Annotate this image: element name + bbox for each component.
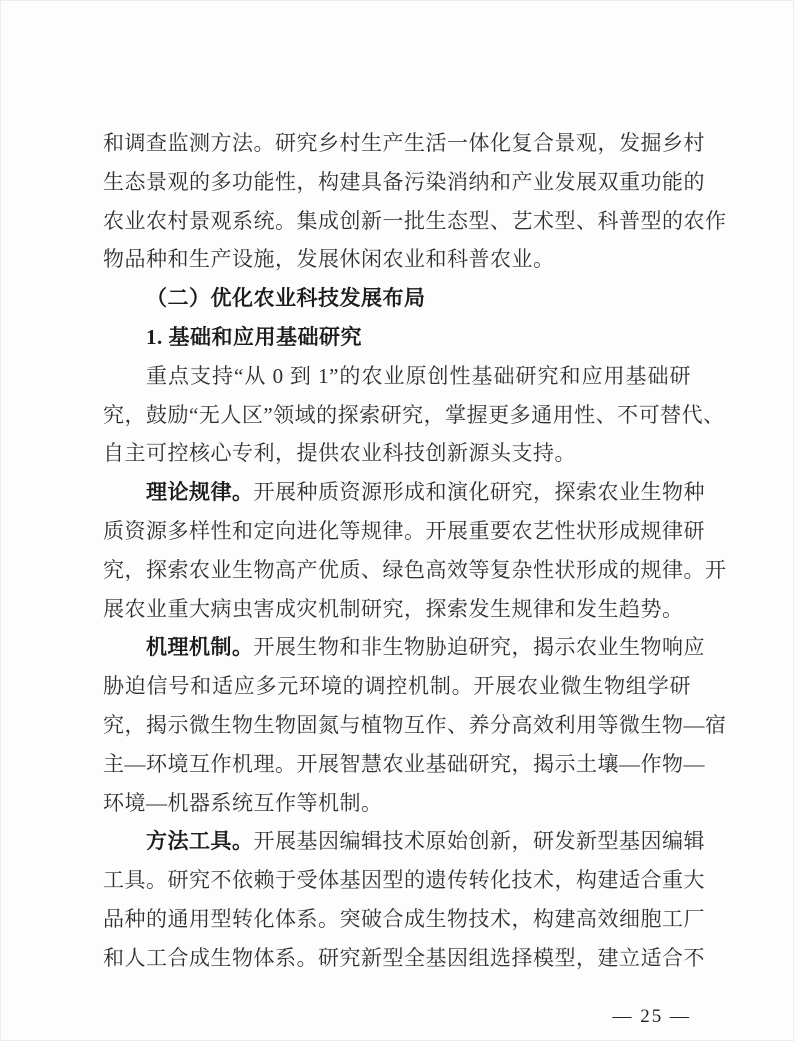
paragraph-line [103, 512, 705, 551]
line-text: 品种的通用型转化体系。突破合成生物技术，构建高效细胞工厂 [103, 906, 705, 931]
paragraph-line [103, 590, 691, 629]
paragraph-line [103, 822, 705, 861]
line-text: 1. 基础和应用基础研究 [146, 324, 362, 349]
paragraph-line [103, 706, 727, 745]
line-text: 开展种质资源形成和演化研究，探索农业生物种 [253, 480, 705, 505]
paragraph-line [103, 861, 705, 900]
line-text: 展农业重大病虫害成灾机制研究，探索发生规律和发生趋势。 [103, 596, 684, 621]
heading-line [103, 318, 691, 357]
paragraph-line [103, 667, 691, 706]
line-text: 生态景观的多功能性，构建具备污染消纳和产业发展双重功能的 [103, 169, 705, 194]
paragraph-line [103, 473, 705, 512]
heading-line [103, 279, 691, 318]
bold-lead: 理论规律。 [146, 480, 254, 505]
paragraph-line [103, 900, 705, 939]
paragraph-line [103, 396, 725, 435]
line-text: 究，鼓励“无人区”领域的探索研究，掌握更多通用性、不可替代、 [103, 402, 725, 427]
paragraph-line [103, 163, 705, 202]
page-number: — 25 — [612, 1006, 691, 1027]
line-text: 质资源多样性和定向进化等规律。开展重要农艺性状形成规律研 [103, 518, 705, 543]
line-text: 究，揭示微生物生物固氮与植物互作、养分高效利用等微生物—宿 [103, 712, 727, 737]
bold-lead: 方法工具。 [146, 829, 254, 854]
paragraph-line [103, 551, 727, 590]
line-text: 胁迫信号和适应多元环境的调控机制。开展农业微生物组学研 [103, 674, 691, 699]
paragraph-line [103, 240, 691, 279]
paragraph-line [103, 939, 705, 978]
line-text: （二）优化农业科技发展布局 [146, 286, 426, 311]
line-text: 究，探索农业生物高产优质、绿色高效等复杂性状形成的规律。开 [103, 557, 727, 582]
paragraph-line [103, 124, 705, 163]
line-text: 自主可控核心专利，提供农业科技创新源头支持。 [103, 441, 576, 466]
paragraph-line [103, 202, 727, 241]
document-body [103, 124, 727, 978]
line-text: 物品种和生产设施，发展休闲农业和科普农业。 [103, 247, 555, 272]
line-text: 开展基因编辑技术原始创新，研发新型基因编辑 [253, 829, 705, 854]
line-text: 和调查监测方法。研究乡村生产生活一体化复合景观，发掘乡村 [103, 131, 705, 155]
line-text: 主—环境互作机理。开展智慧农业基础研究，揭示土壤—作物— [103, 751, 705, 776]
line-text: 开展生物和非生物胁迫研究，揭示农业生物响应 [253, 635, 705, 660]
bold-lead: 机理机制。 [146, 635, 254, 660]
paragraph-line [103, 357, 691, 396]
line-text: 环境—机器系统互作等机制。 [103, 790, 383, 815]
paragraph-line [103, 628, 705, 667]
line-text: 重点支持“从 0 到 1”的农业原创性基础研究和应用基础研 [146, 363, 691, 388]
line-text: 工具。研究不依赖于受体基因型的遗传转化技术，构建适合重大 [103, 868, 705, 893]
line-text: 和人工合成生物体系。研究新型全基因组选择模型，建立适合不 [103, 945, 705, 970]
paragraph-line [103, 784, 691, 823]
line-text: 农业农村景观系统。集成创新一批生态型、艺术型、科普型的农作 [103, 208, 727, 233]
paragraph-line [103, 434, 691, 473]
paragraph-line [103, 745, 705, 784]
